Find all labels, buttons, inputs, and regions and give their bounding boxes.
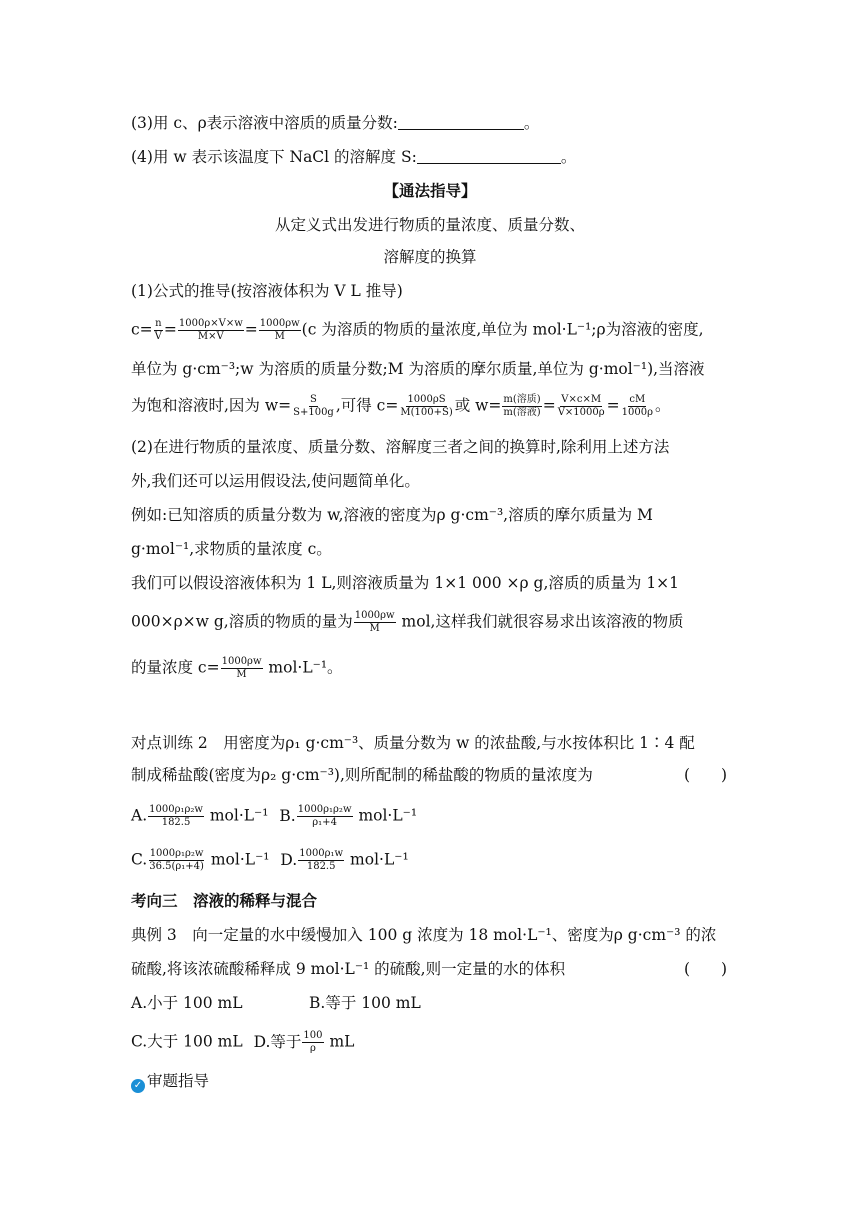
numerator: n	[155, 318, 162, 329]
option-a[interactable]: A.	[131, 806, 148, 825]
q4-suffix: 。	[560, 148, 577, 166]
fraction	[302, 1030, 323, 1055]
formula-text: 为饱和溶液时,因为 w=	[131, 396, 292, 415]
denominator: M	[236, 669, 247, 680]
fraction	[148, 804, 204, 829]
q4-text: (4)用 w 表示该温度下 NaCl 的溶解度 S:	[131, 148, 417, 166]
assume-line-2	[131, 610, 683, 635]
fraction	[221, 656, 263, 681]
numerator: 1000ρ₁ρ₂w	[149, 848, 204, 859]
subtitle-line-2: 溶解度的换算	[383, 248, 477, 266]
fraction	[298, 848, 344, 873]
unit: mL	[324, 1032, 355, 1051]
q3-text: (3)用 c、ρ表示溶液中溶质的质量分数:	[131, 114, 398, 132]
assume-text: mol,这样我们就很容易求出该溶液的物质	[396, 612, 684, 631]
unit: mol·L⁻¹	[205, 850, 270, 869]
numerator: cM	[629, 394, 646, 405]
option-c[interactable]: C.	[131, 850, 148, 869]
numerator: 1000ρ×V×w	[178, 318, 243, 329]
practice-line-1: 对点训练 2 用密度为ρ₁ g·cm⁻³、质量分数为 w 的浓盐酸,与水按体积比 1∶4 配	[131, 734, 695, 752]
check-circle-icon: ✓	[131, 1079, 145, 1093]
subtitle-line-1: 从定义式出发进行物质的量浓度、质量分数、	[274, 216, 585, 234]
practice-options-cd	[131, 848, 409, 873]
example-3-options-cd	[131, 1030, 354, 1055]
denominator: V×1000ρ	[557, 407, 605, 418]
numerator: 100	[303, 1030, 323, 1041]
option-b[interactable]: B.等于 100 mL	[309, 994, 421, 1012]
saturated-formula-line: 为饱和溶液时,因为 w= $\frac{S}{S+100g}$ ,可得 c= $\frac{1000\rho S}{M(100+S)}$ 或 w= $\frac{\text{m(溶质)}}{\text{m(溶液)}}$ = $\frac{V\times c\times M}{V\times 1000\rho}$ = $\frac{cM}{1000\rho}$ 。	[131, 394, 671, 418]
numerator: 1000ρ₁ρ₂w	[297, 804, 352, 815]
fraction	[502, 394, 541, 419]
example-line-1: 例如:已知溶质的质量分数为 w,溶液的密度为ρ g·cm⁻³,溶质的摩尔质量为 M	[131, 506, 653, 524]
formula-text: ,可得 c=	[335, 396, 399, 415]
assume-line-3	[131, 656, 343, 681]
formula-text: 或 w=	[454, 396, 502, 415]
numerator: 1000ρw	[221, 656, 262, 667]
section-title: 【通法指导】	[383, 182, 477, 200]
example-3-line-2: 硫酸,将该浓硫酸稀释成 9 mol·L⁻¹ 的硫酸,则一定量的水的体积	[131, 960, 566, 978]
numerator: V×c×M	[561, 394, 602, 405]
guide-label	[131, 1070, 209, 1093]
q3-suffix: 。	[523, 114, 540, 132]
paragraph-2-line-1: (2)在进行物质的量浓度、质量分数、溶解度三者之间的换算时,除利用上述方法	[131, 438, 670, 456]
unit: mol·L⁻¹	[345, 850, 409, 869]
denominator: M	[274, 331, 285, 342]
denominator: 182.5	[306, 861, 336, 872]
denominator: 36.5(ρ₁+4)	[149, 861, 204, 872]
example-3-line-1: 典例 3 向一定量的水中缓慢加入 100 g 浓度为 18 mol·L⁻¹、密度为ρ g·cm⁻³ 的浓	[131, 926, 717, 944]
assume-text: 000×ρ×w g,溶质的物质的量为	[131, 612, 353, 631]
assume-line-1: 我们可以假设溶液体积为 1 L,则溶液质量为 1×1 000 ×ρ g,溶质的质量为 1×1	[131, 574, 680, 592]
practice-line-2	[131, 764, 729, 786]
assume-text: 的量浓度 c=	[131, 658, 220, 677]
numerator: m(溶质)	[503, 394, 541, 405]
paragraph-1-heading: (1)公式的推导(按溶液体积为 V L 推导)	[131, 282, 403, 300]
guide-text: 审题指导	[147, 1072, 210, 1090]
formula-text: 。	[654, 396, 671, 415]
practice-text: 制成稀盐酸(密度为ρ₂ g·cm⁻³),则所配制的稀盐酸的物质的量浓度为	[131, 766, 593, 784]
option-c[interactable]: C.大于 100 mL	[131, 1032, 243, 1051]
formula-text: c=	[131, 320, 153, 339]
fraction	[557, 394, 606, 419]
denominator: 182.5	[161, 817, 191, 828]
fraction	[178, 318, 244, 343]
practice-options-ab	[131, 804, 417, 829]
option-d[interactable]: D.	[280, 850, 298, 869]
unit-description: 单位为 g·cm⁻³;w 为溶质的质量分数;M 为溶质的摩尔质量,单位为 g·mol⁻¹),当溶液	[131, 360, 705, 378]
numerator: 1000ρS	[407, 394, 446, 405]
denominator: ρ	[310, 1043, 316, 1054]
example-3-options-ab	[131, 992, 421, 1014]
option-d[interactable]: D.等于	[253, 1032, 302, 1051]
fraction	[399, 394, 453, 419]
fraction	[621, 394, 654, 419]
formula-line: c= $\frac{n}{V}$ = $\frac{1000\rho\times V\times w}{M\times V}$ = $\frac{1000\rho w}{M}$ (c 为溶质的物质的量浓度,单位为 mol·L⁻¹;ρ为溶液的密度,	[131, 318, 704, 342]
denominator: M×V	[197, 331, 224, 342]
question-4	[131, 146, 576, 168]
denominator: ρ₁+4	[312, 817, 337, 828]
numerator: 1000ρw	[259, 318, 300, 329]
denominator: V	[154, 331, 162, 342]
denominator: M(100+S)	[400, 407, 453, 418]
numerator: 1000ρw	[354, 610, 395, 621]
option-b[interactable]: B.	[279, 806, 296, 825]
option-a[interactable]: A.小于 100 mL	[131, 994, 243, 1012]
question-3	[131, 112, 539, 134]
unit: mol·L⁻¹	[204, 806, 269, 825]
fraction	[148, 848, 205, 873]
formula-text: (c 为溶质的物质的量浓度,单位为 mol·L⁻¹;ρ为溶液的密度,	[301, 320, 704, 339]
fraction	[297, 804, 353, 829]
fraction	[354, 610, 396, 635]
unit: mol·L⁻¹	[353, 806, 418, 825]
denominator: m(溶液)	[503, 407, 541, 418]
fraction	[259, 318, 301, 343]
fraction	[292, 394, 335, 419]
example-line-2: g·mol⁻¹,求物质的量浓度 c。	[131, 540, 332, 558]
numerator: S	[310, 394, 317, 405]
paragraph-2-line-2: 外,我们还可以运用假设法,使问题简单化。	[131, 472, 420, 490]
denominator: 1000ρ	[621, 407, 653, 418]
numerator: 1000ρ₁w	[299, 848, 344, 859]
heading-3: 考向三 溶液的稀释与混合	[131, 892, 318, 910]
denominator: M	[369, 623, 380, 634]
answer-paren[interactable]: ( )	[684, 960, 728, 978]
assume-text: mol·L⁻¹。	[263, 658, 343, 677]
denominator: S+100g	[293, 407, 334, 418]
answer-blank[interactable]	[398, 113, 524, 130]
answer-paren[interactable]: ( )	[684, 766, 728, 784]
fraction	[154, 318, 163, 343]
numerator: 1000ρ₁ρ₂w	[149, 804, 203, 815]
answer-blank[interactable]	[417, 147, 561, 164]
